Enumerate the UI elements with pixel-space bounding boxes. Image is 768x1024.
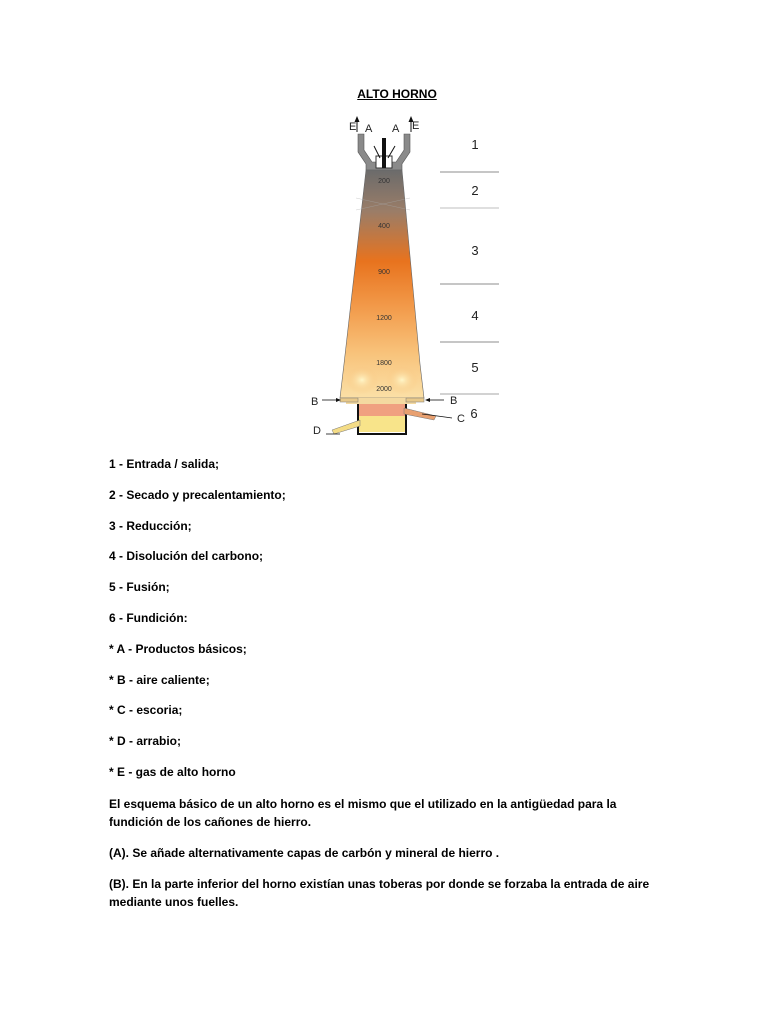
iron-layer — [358, 416, 406, 432]
legend-item: 5 - Fusión; — [109, 580, 170, 595]
legend-item: 4 - Disolución del carbono; — [109, 549, 264, 564]
legend-item: * A - Productos básicos; — [109, 641, 247, 656]
temp-400: 400 — [378, 223, 390, 230]
zone-2: 2 — [471, 183, 479, 198]
temp-2000: 2000 — [376, 386, 392, 393]
label-d: D — [313, 425, 321, 437]
central-rod — [382, 138, 386, 168]
label-a-left: A — [365, 123, 373, 135]
label-c: C — [457, 413, 465, 425]
legend-item: 3 - Reducción; — [109, 518, 192, 533]
paragraph-b: (B). En la parte inferior del horno existían unas toberas por donde se forzaba la entrada de aire mediante unos fuelles. — [109, 877, 650, 909]
label-e-right: E — [412, 120, 420, 132]
blast-furnace-diagram — [300, 112, 510, 442]
legend-item: 6 - Fundición: — [109, 610, 188, 625]
label-e-left: E — [349, 121, 357, 133]
slag-layer — [358, 404, 406, 416]
legend-item: 1 - Entrada / salida; — [109, 457, 220, 471]
legend-item: * B - aire caliente; — [109, 672, 210, 687]
zone-5: 5 — [471, 360, 479, 375]
paragraph-a: (A). Se añade alternativamente capas de carbón y mineral de hierro . — [109, 846, 500, 860]
legend-item: * E - gas de alto horno — [109, 764, 236, 779]
legend-item: * D - arrabio; — [109, 734, 182, 749]
zone-1: 1 — [471, 137, 479, 152]
zone-3: 3 — [471, 243, 479, 258]
legend-item: 2 - Secado y precalentamiento; — [109, 487, 286, 502]
label-b-right: B — [450, 395, 458, 407]
legend-list — [109, 456, 669, 795]
page-title: ALTO HORNO — [357, 87, 437, 101]
paragraph-intro: El esquema básico de un alto horno es el mismo que el utilizado en la antigüedad para la fundición de los cañones de hierro. — [109, 797, 617, 829]
temp-1800: 1800 — [376, 360, 392, 367]
label-a-right: A — [392, 123, 400, 135]
zone-6: 6 — [470, 406, 478, 421]
legend-item: * C - escoria; — [109, 703, 183, 718]
temp-200: 200 — [378, 178, 390, 185]
temp-1200: 1200 — [376, 315, 392, 322]
zone-4: 4 — [471, 308, 479, 323]
temp-900: 900 — [378, 269, 390, 276]
label-b-left: B — [311, 396, 319, 408]
